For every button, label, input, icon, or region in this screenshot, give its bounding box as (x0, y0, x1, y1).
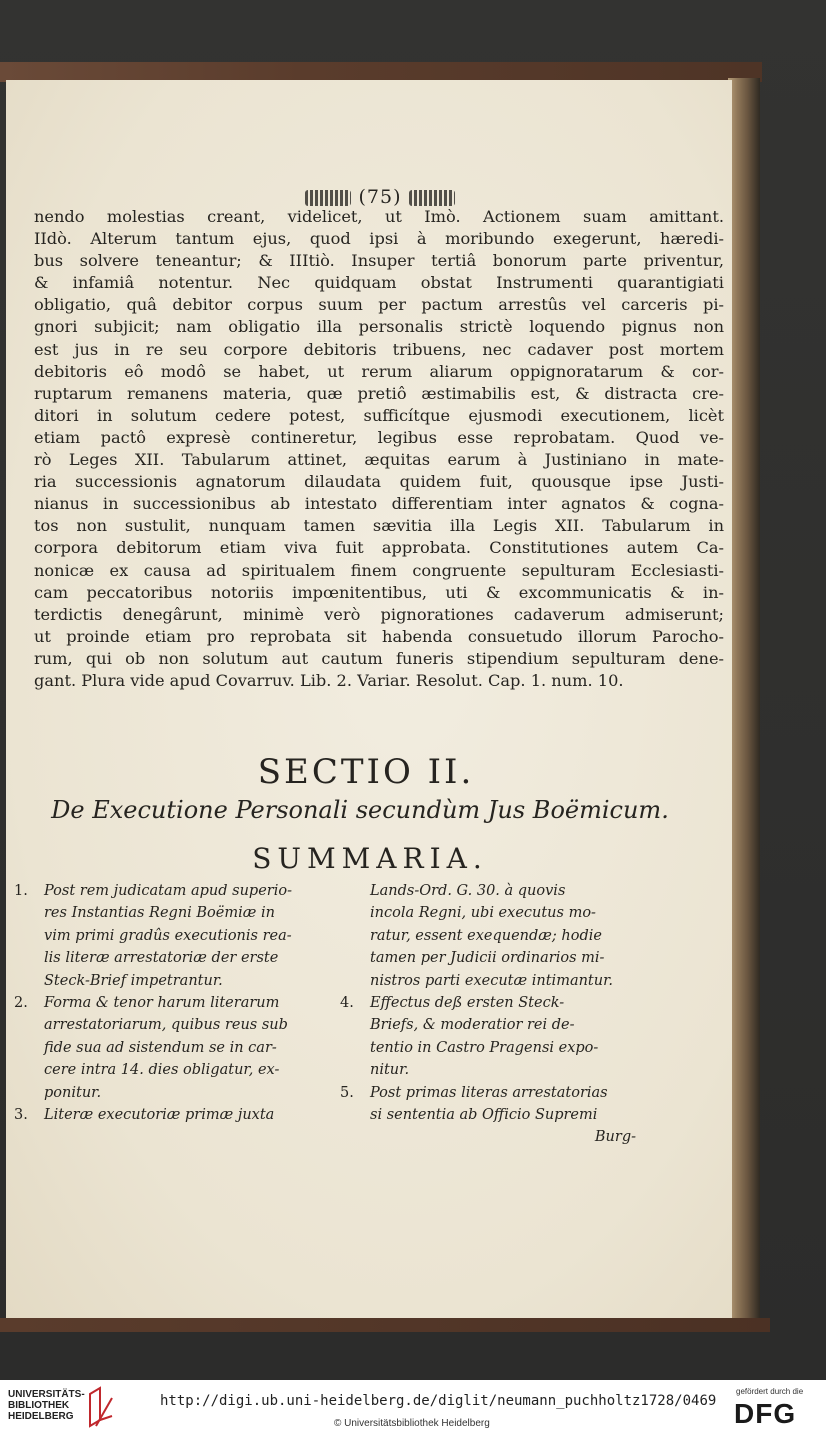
body-line: gnori subjicit; nam obligatio illa personalis strictè loquendo pignus non (34, 317, 724, 337)
copyright-notice: © Universitätsbibliothek Heidelberg (334, 1418, 490, 1429)
item-line: Post rem judicatam apud superio- (44, 883, 292, 899)
body-line: IIdò. Alterum tantum ejus, quod ipsi à moribundo exegerunt, hæredi- (34, 229, 724, 249)
body-line: ut proinde etiam pro reprobata sit habenda consuetudo illorum Parocho- (34, 626, 724, 646)
item-line: tentio in Castro Pragensi expo- (370, 1039, 599, 1056)
item-line: Steck-Brief impetrantur. (44, 972, 223, 989)
item-line: vim primi gradûs executionis rea- (44, 927, 292, 944)
logo-line: BIBLIOTHEK (8, 1400, 70, 1411)
item-line: Forma & tenor harum literarum (44, 995, 280, 1012)
summary-right-column (340, 880, 640, 1149)
book-cover-top (0, 62, 762, 82)
body-line: nianus in successionibus ab intestato differentiam inter agnatos & cogna- (34, 494, 724, 514)
item-line: Literæ executoriæ primæ juxta (44, 1107, 275, 1124)
ornament-left-icon (305, 190, 351, 206)
item-number: 5. (340, 1084, 354, 1101)
summary-item (340, 992, 640, 1082)
page-header (230, 186, 530, 208)
item-number (340, 880, 370, 992)
body-line: debitoris eô modô se habet, ut rerum aliarum oppignoratarum & cor- (34, 361, 724, 381)
section-subtitle: De Executione Personali secundùm Jus Boëmicum. (51, 796, 669, 824)
logo-line: HEIDELBERG (8, 1411, 74, 1422)
item-line: arrestatoriarum, quibus reus sub (44, 1017, 288, 1034)
item-line: incola Regni, ubi executus mo- (370, 905, 596, 922)
logo-line: UNIVERSITÄTS- (8, 1389, 85, 1400)
body-line: rò Leges XII. Tabularum attinet, æquitas earum à Justiniano in mate- (34, 450, 724, 470)
library-logo-icon[interactable] (86, 1386, 116, 1430)
body-line: terdictis denegârunt, minimè verò pignorationes cadaverum admiserunt; (34, 604, 724, 624)
summary-item (14, 1104, 344, 1126)
library-logo-text[interactable] (8, 1389, 85, 1422)
footer-bar (0, 1380, 826, 1441)
page-number: (75) (358, 186, 402, 208)
book-cover-bottom (0, 1318, 770, 1332)
item-number: 2. (14, 995, 28, 1012)
item-line: Lands-Ord. G. 30. à quovis (370, 883, 566, 899)
item-line: nistros parti executæ intimantur. (370, 972, 614, 989)
body-line: etiam pactô expresè contineretur, legibus esse reprobatam. Quod ve- (34, 427, 724, 447)
item-line: lis literæ arrestatoriæ der erste (44, 950, 279, 967)
section-title: SECTIO II. (257, 752, 475, 792)
body-line: tos non sustulit, nunquam tamen sævitia illa Legis XII. Tabularum in (34, 516, 724, 536)
body-line: nendo molestias creant, videlicet, ut Imò. Actionem suam amittant. (34, 207, 724, 226)
item-line: Effectus deß ersten Steck- (370, 995, 565, 1012)
permalink-url[interactable]: http://digi.ub.uni-heidelberg.de/diglit/neumann_puchholtz1728/0469 (160, 1393, 717, 1409)
item-number: 1. (14, 883, 28, 899)
body-line: ruptarum remanens materia, quæ pretiô æstimabilis est, & distracta cre- (34, 383, 724, 403)
body-line: & infamiâ notentur. Nec quidquam obstat Instrumenti quarantigiati (34, 273, 724, 293)
body-text (34, 206, 724, 692)
item-line: fide sua ad sistendum se in car- (44, 1039, 277, 1056)
item-line: Post primas literas arrestatorias (370, 1084, 608, 1101)
body-line: obligatio, quâ debitor corpus suum per pactum arrestûs vel carceris pi- (34, 295, 724, 315)
body-line: bus solvere teneantur; & IIItiò. Insuper tertiâ bonorum parte priventur, (34, 251, 724, 271)
item-line: cere intra 14. dies obligatur, ex- (44, 1062, 280, 1079)
item-line: tamen per Judicii ordinarios mi- (370, 950, 605, 967)
body-line: gant. Plura vide apud Covarruv. Lib. 2. Variar. Resolut. Cap. 1. num. 10. (34, 670, 624, 690)
item-line: nitur. (370, 1062, 410, 1079)
summary-item (340, 880, 640, 992)
item-number: 3. (14, 1107, 28, 1124)
body-line: cam peccatoribus notoriis impœnitentibus, uti & excommunicatis & in- (34, 582, 724, 602)
item-line: ratur, essent exequendæ; hodie (370, 927, 602, 944)
item-line: res Instantias Regni Boëmiæ in (44, 905, 275, 922)
ornament-right-icon (409, 190, 455, 206)
body-line: ria successionis agnatorum dilaudata quidem fuit, quousque ipse Justi- (34, 472, 724, 492)
summary-item (340, 1082, 640, 1127)
dfg-logo[interactable]: DFG (734, 1398, 797, 1429)
body-line: corpora debitorum etiam viva fuit approbata. Constitutiones autem Ca- (34, 538, 724, 558)
item-line: si sententia ab Officio Supremi (370, 1107, 598, 1124)
summaria-heading: SUMMARIA. (252, 842, 488, 875)
item-number: 4. (340, 995, 354, 1012)
summary-item (14, 880, 344, 992)
summary-item (14, 992, 344, 1104)
item-line: Briefs, & moderatior rei de- (370, 1017, 575, 1034)
page-edge (728, 78, 760, 1328)
funding-label: gefördert durch die (736, 1387, 804, 1396)
summary-left-column (14, 880, 344, 1126)
body-line: est jus in re seu corpore debitoris tribuens, nec cadaver post mortem (34, 339, 724, 359)
body-line: ditori in solutum cedere potest, sufficítque ejusmodi executionem, licèt (34, 405, 724, 425)
catchword: Burg- (594, 1129, 636, 1146)
item-line: ponitur. (44, 1084, 102, 1101)
body-line: rum, qui ob non solutum aut cautum funeris stipendium sepulturam dene- (34, 648, 724, 668)
body-line: nonicæ ex causa ad spiritualem finem congruente sepulturam Ecclesiasti- (34, 560, 724, 580)
